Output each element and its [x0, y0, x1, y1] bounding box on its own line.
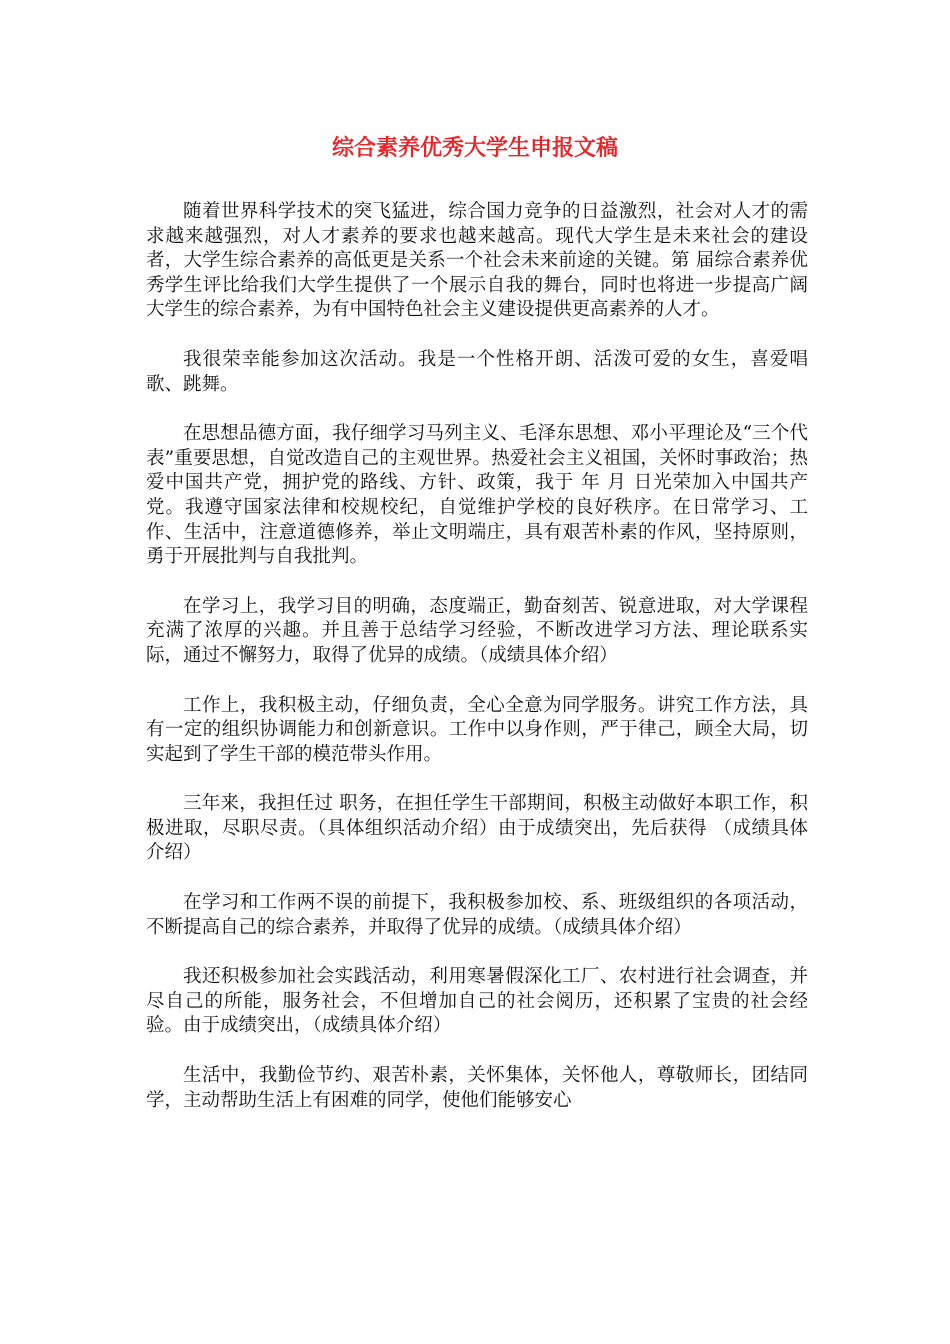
document-title: 综合素养优秀大学生申报文稿 — [331, 136, 618, 161]
paragraph-study: 在学习上，我学习目的明确，态度端正，勤奋刻苦、锐意进取，对大学课程充满了浓厚的兴趣。并且善于总结学习经验，不断改进学习方法、理论联系实际，通过不懈努力，取得了优异的成绩。（成绩具体介绍） — [146, 595, 808, 666]
paragraph-self-introduction: 我很荣幸能参加这次活动。我是一个性格开朗、活泼可爱的女生，喜爱唱歌、跳舞。 — [146, 348, 808, 395]
paragraph-ideology-morality: 在思想品德方面，我仔细学习马列主义、毛泽东思想、邓小平理论及“三个代表”重要思想，自觉改造自己的主观世界。热爱社会主义祖国，关怀时事政治；热爱中国共产党，拥护党的路线、方针、政策，我于 年 月 日光荣加入中国共产党。我遵守国家法律和校规校纪，自觉维护学校的良好秩序。在日常学习、工作、生活中，注意道德修养，举止文明端庄，具有艰苦朴素的作风，坚持原则，勇于开展批判与自我批判。 — [146, 423, 808, 568]
document-body — [146, 200, 808, 1138]
paragraph-activities: 在学习和工作两不误的前提下，我积极参加校、系、班级组织的各项活动，不断提高自己的综合素养，并取得了优异的成绩。（成绩具体介绍） — [146, 892, 808, 938]
paragraph-life: 生活中，我勤俭节约、艰苦朴素，关怀集体，关怀他人，尊敬师长，团结同学，主动帮助生活上有困难的同学，使他们能够安心 — [146, 1065, 808, 1111]
paragraph-work: 工作上，我积极主动，仔细负责，全心全意为同学服务。讲究工作方法，具有一定的组织协调能力和创新意识。工作中以身作则，严于律己，顾全大局，切实起到了学生干部的模范带头作用。 — [146, 694, 808, 765]
paragraph-positions: 三年来，我担任过 职务，在担任学生干部期间，积极主动做好本职工作，积极进取，尽职尽责。（具体组织活动介绍）由于成绩突出，先后获得 （成绩具体介绍） — [146, 793, 808, 864]
paragraph-social-practice: 我还积极参加社会实践活动，利用寒暑假深化工厂、农村进行社会调查，并尽自己的所能，服务社会，不但增加自己的社会阅历，还积累了宝贵的社会经验。由于成绩突出，（成绩具体介绍） — [146, 966, 808, 1037]
paragraph-intro: 随着世界科学技术的突飞猛进，综合国力竞争的日益激烈，社会对人才的需求越来越强烈，对人才素养的要求也越来越高。现代大学生是未来社会的建设者，大学生综合素养的高低更是关系一个社会未来前途的关键。第 届综合素养优秀学生评比给我们大学生提供了一个展示自我的舞台，同时也将进一步提高广阔大学生的综合素养，为有中国特色社会主义建设提供更高素养的人才。 — [146, 201, 808, 321]
